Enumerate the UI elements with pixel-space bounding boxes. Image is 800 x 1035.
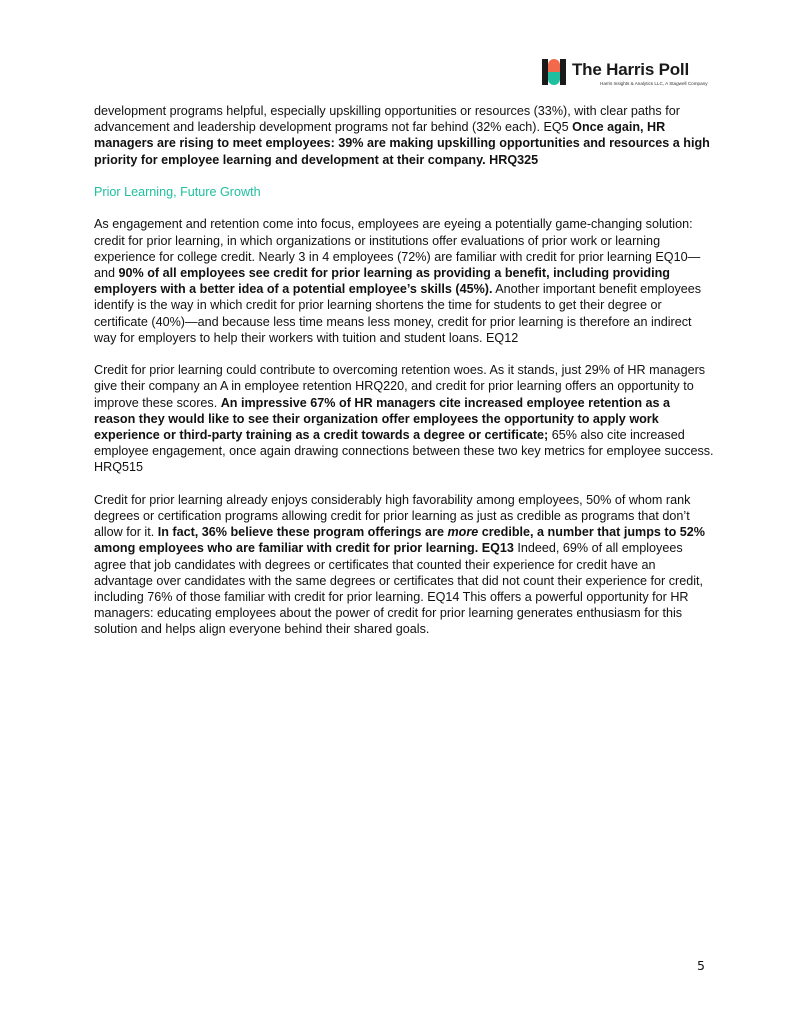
- page-number: 5: [697, 958, 705, 973]
- logo-name: The Harris Poll: [572, 60, 689, 79]
- paragraph-favorability: [94, 492, 714, 638]
- bold-statement: Once again, HR managers are rising to meet employees: 39% are making upskilling opportunities and resources a high priority for employee learning and development at their company. HRQ325: [94, 120, 710, 167]
- bold-statement: In fact, 36% believe these program offerings are: [157, 525, 448, 540]
- paragraph-text: Credit for prior learning could contribute to overcoming retention woes. As it stands, just 29% of HR managers give their company an A in employee retention HRQ220, and credit for prior learning offers an opportunity to improve these scores.: [94, 363, 706, 410]
- paragraph-upskilling: [94, 103, 714, 168]
- harris-poll-logo: [542, 59, 742, 89]
- harris-poll-mark-icon: [542, 59, 566, 85]
- bold-statement: 90% of all employees see credit for prior learning as providing a benefit, including providing employers with a better idea of a potential employee’s skills (45%).: [94, 266, 670, 297]
- paragraph-text: Credit for prior learning already enjoys considerably high favorability among employees, 50% of whom rank degrees or certification programs allowing credit for prior learning as just as credible as programs that don’t allow for it.: [94, 492, 691, 540]
- document-body: [94, 103, 714, 654]
- paragraph-retention: [94, 362, 714, 475]
- paragraph-text: Indeed, 69% of all employees agree that job candidates with degrees or certificates that counted their experience for credit have an advantage over candidates with the same degrees or certificates that did not count their experience for credit, including 76% of those familiar with credit for prior learning. EQ14 This offers a powerful opportunity for HR managers: educating employees about the power of credit for prior learning generates enthusiasm for this solution and helps align everyone behind their shared goals.: [94, 541, 704, 637]
- paragraph-text: Another important benefit employees identify is the way in which credit for prior learning shortens the time for students to get their degree or certificate (40%)—and because less time means less money, credit for prior learning is therefore an indirect way for employers to help their workers with tuition and student loans. EQ12: [94, 282, 702, 345]
- section-heading: Prior Learning, Future Growth: [94, 185, 261, 199]
- logo-subtitle: Harris Insights & Analytics LLC, A Stagwell Company: [600, 81, 708, 86]
- paragraph-text: development programs helpful, especially upskilling opportunities or resources (33%), with clear paths for advancement and leadership development programs not far behind (32% each). EQ5: [94, 104, 680, 135]
- bold-statement: An impressive 67% of HR managers cite increased employee retention as a reason they would like to see their organization offer employees the opportunity to apply work experience or third-party training as a credit towards a degree or certificate;: [94, 395, 671, 443]
- bold-italic-emphasis: more: [447, 525, 479, 540]
- paragraph-credit-intro: [94, 216, 714, 346]
- bold-statement: credible, a number that jumps to 52% among employees who are familiar with credit for prior learning. EQ13: [94, 525, 706, 556]
- paragraph-text: As engagement and retention come into focus, employees are eyeing a potentially game-changing solution: credit for prior learning, in which organizations or institutions offer evaluations of prior work or learning experience for college credit. Nearly 3 in 4 employees (72%) are familiar with credit for prior learning EQ10—and: [94, 217, 701, 280]
- paragraph-text: 65% also cite increased employee engagement, once again drawing connections between these two key metrics for employee success. HRQ515: [94, 428, 714, 475]
